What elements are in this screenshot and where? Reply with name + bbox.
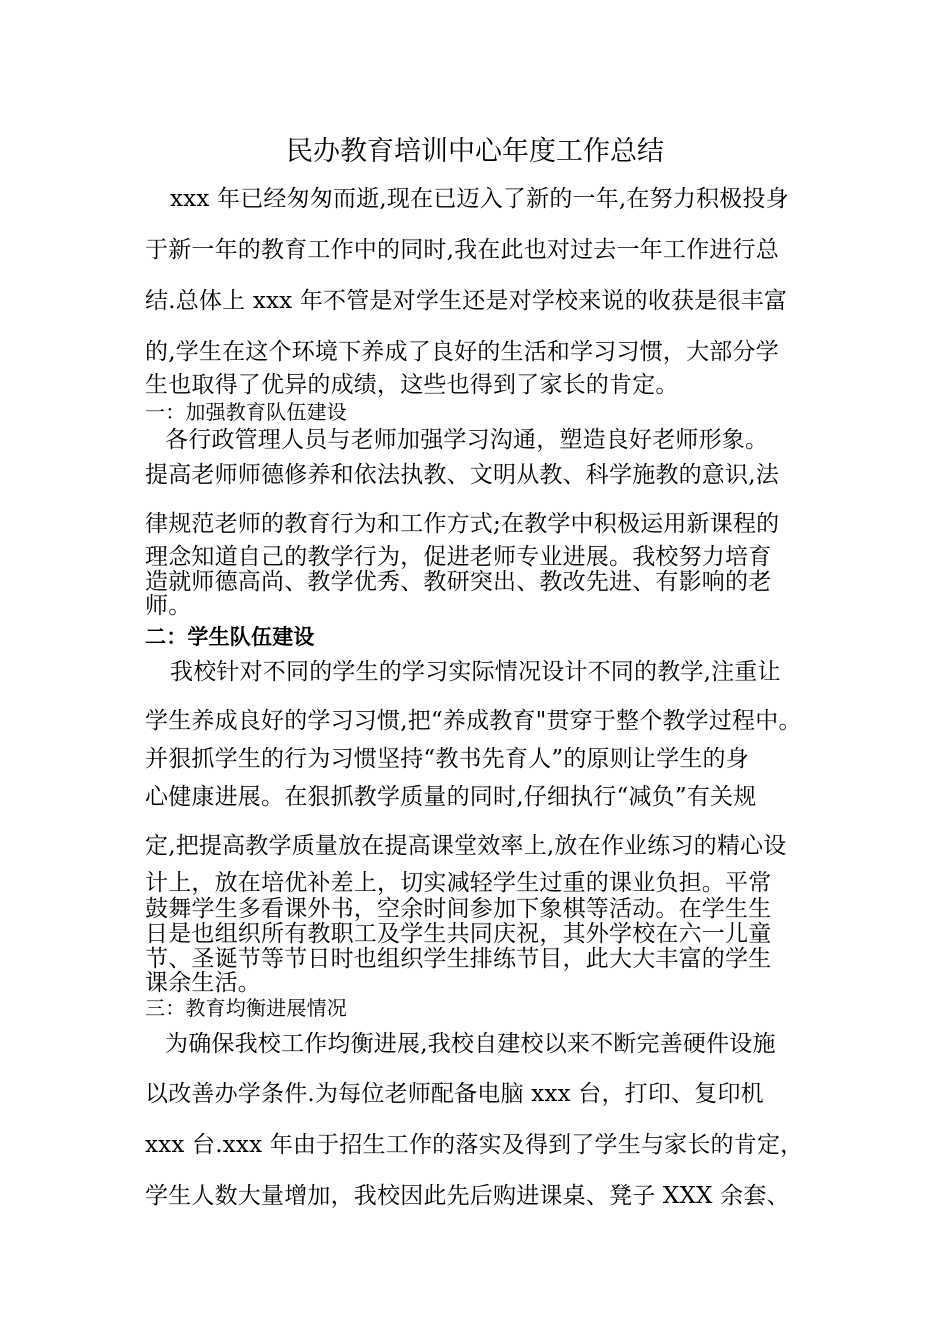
paragraph-line: 课余生活。 — [145, 970, 261, 996]
section-heading: 二：学生队伍建设 — [145, 624, 315, 649]
paragraph-line: 的,学生在这个环境下养成了良好的生活和学习习惯，大部分学 — [145, 339, 779, 365]
paragraph-line: 并狠抓学生的行为习惯坚持“教书先育人”的原则让学生的身 — [145, 746, 749, 772]
paragraph-line: xxx 年已经匆匆而逝,现在已迈入了新的一年,在努力积极投身 — [170, 186, 789, 212]
paragraph-line: 师。 — [145, 593, 192, 619]
paragraph-line: 心健康进展。在狠抓教学质量的同时,仔细执行“减负”有关规 — [145, 784, 757, 810]
paragraph-line: 于新一年的教育工作中的同时,我在此也对过去一年工作进行总 — [145, 237, 779, 263]
paragraph-line: xxx 台.xxx 年由于招生工作的落实及得到了学生与家长的肯定， — [145, 1132, 804, 1158]
paragraph-line: 为确保我校工作均衡进展,我校自建校以来不断完善硬件设施 — [165, 1031, 776, 1057]
paragraph-line: 生也取得了优异的成绩，这些也得到了家长的肯定。 — [145, 372, 679, 398]
section-heading: 三：教育均衡进展情况 — [145, 996, 347, 1020]
paragraph-line: 定,把提高教学质量放在提高课堂效率上,放在作业练习的精心设 — [145, 833, 787, 859]
paragraph-line: 提高老师师德修养和依法执教、文明从教、科学施教的意识,法 — [145, 462, 779, 488]
paragraph-line: 造就师德高尚、教学优秀、教研突出、教改先进、有影响的老 — [145, 569, 772, 595]
paragraph-line: 以改善办学条件.为每位老师配备电脑 xxx 台，打印、复印机 — [145, 1081, 764, 1107]
paragraph-line: 结.总体上 xxx 年不管是对学生还是对学校来说的收获是很丰富 — [145, 288, 788, 314]
paragraph-line: 计上，放在培优补差上，切实减轻学生过重的课业负担。平常 — [145, 870, 772, 896]
paragraph-line: 学生养成良好的学习习惯,把“养成教育"贯穿于整个教学过程中。 — [145, 708, 802, 734]
paragraph-line: 节、圣诞节等节日时也组织学生排练节目，此大大丰富的学生 — [145, 946, 772, 972]
paragraph-line: 律规范老师的教育行为和工作方式;在教学中积极运用新课程的 — [145, 511, 780, 537]
document-title: 民办教育培训中心年度工作总结 — [286, 136, 664, 167]
paragraph-line: 学生人数大量增加，我校因此先后购进课桌、凳子 XXX 余套、 — [145, 1183, 790, 1209]
paragraph-line: 我校针对不同的学生的学习实际情况设计不同的教学,注重让 — [170, 659, 781, 685]
paragraph-line: 日是也组织所有教职工及学生共同庆祝，其外学校在六一儿童 — [145, 921, 772, 947]
section-heading: 一：加强教育队伍建设 — [145, 400, 347, 424]
paragraph-line: 鼓舞学生多看课外书，空余时间参加下象棋等活动。在学生生 — [145, 896, 772, 922]
paragraph-line: 理念知道自己的教学行为，促进老师专业进展。我校努力培育 — [145, 544, 772, 570]
paragraph-line: 各行政管理人员与老师加强学习沟通，塑造良好老师形象。 — [165, 427, 769, 453]
